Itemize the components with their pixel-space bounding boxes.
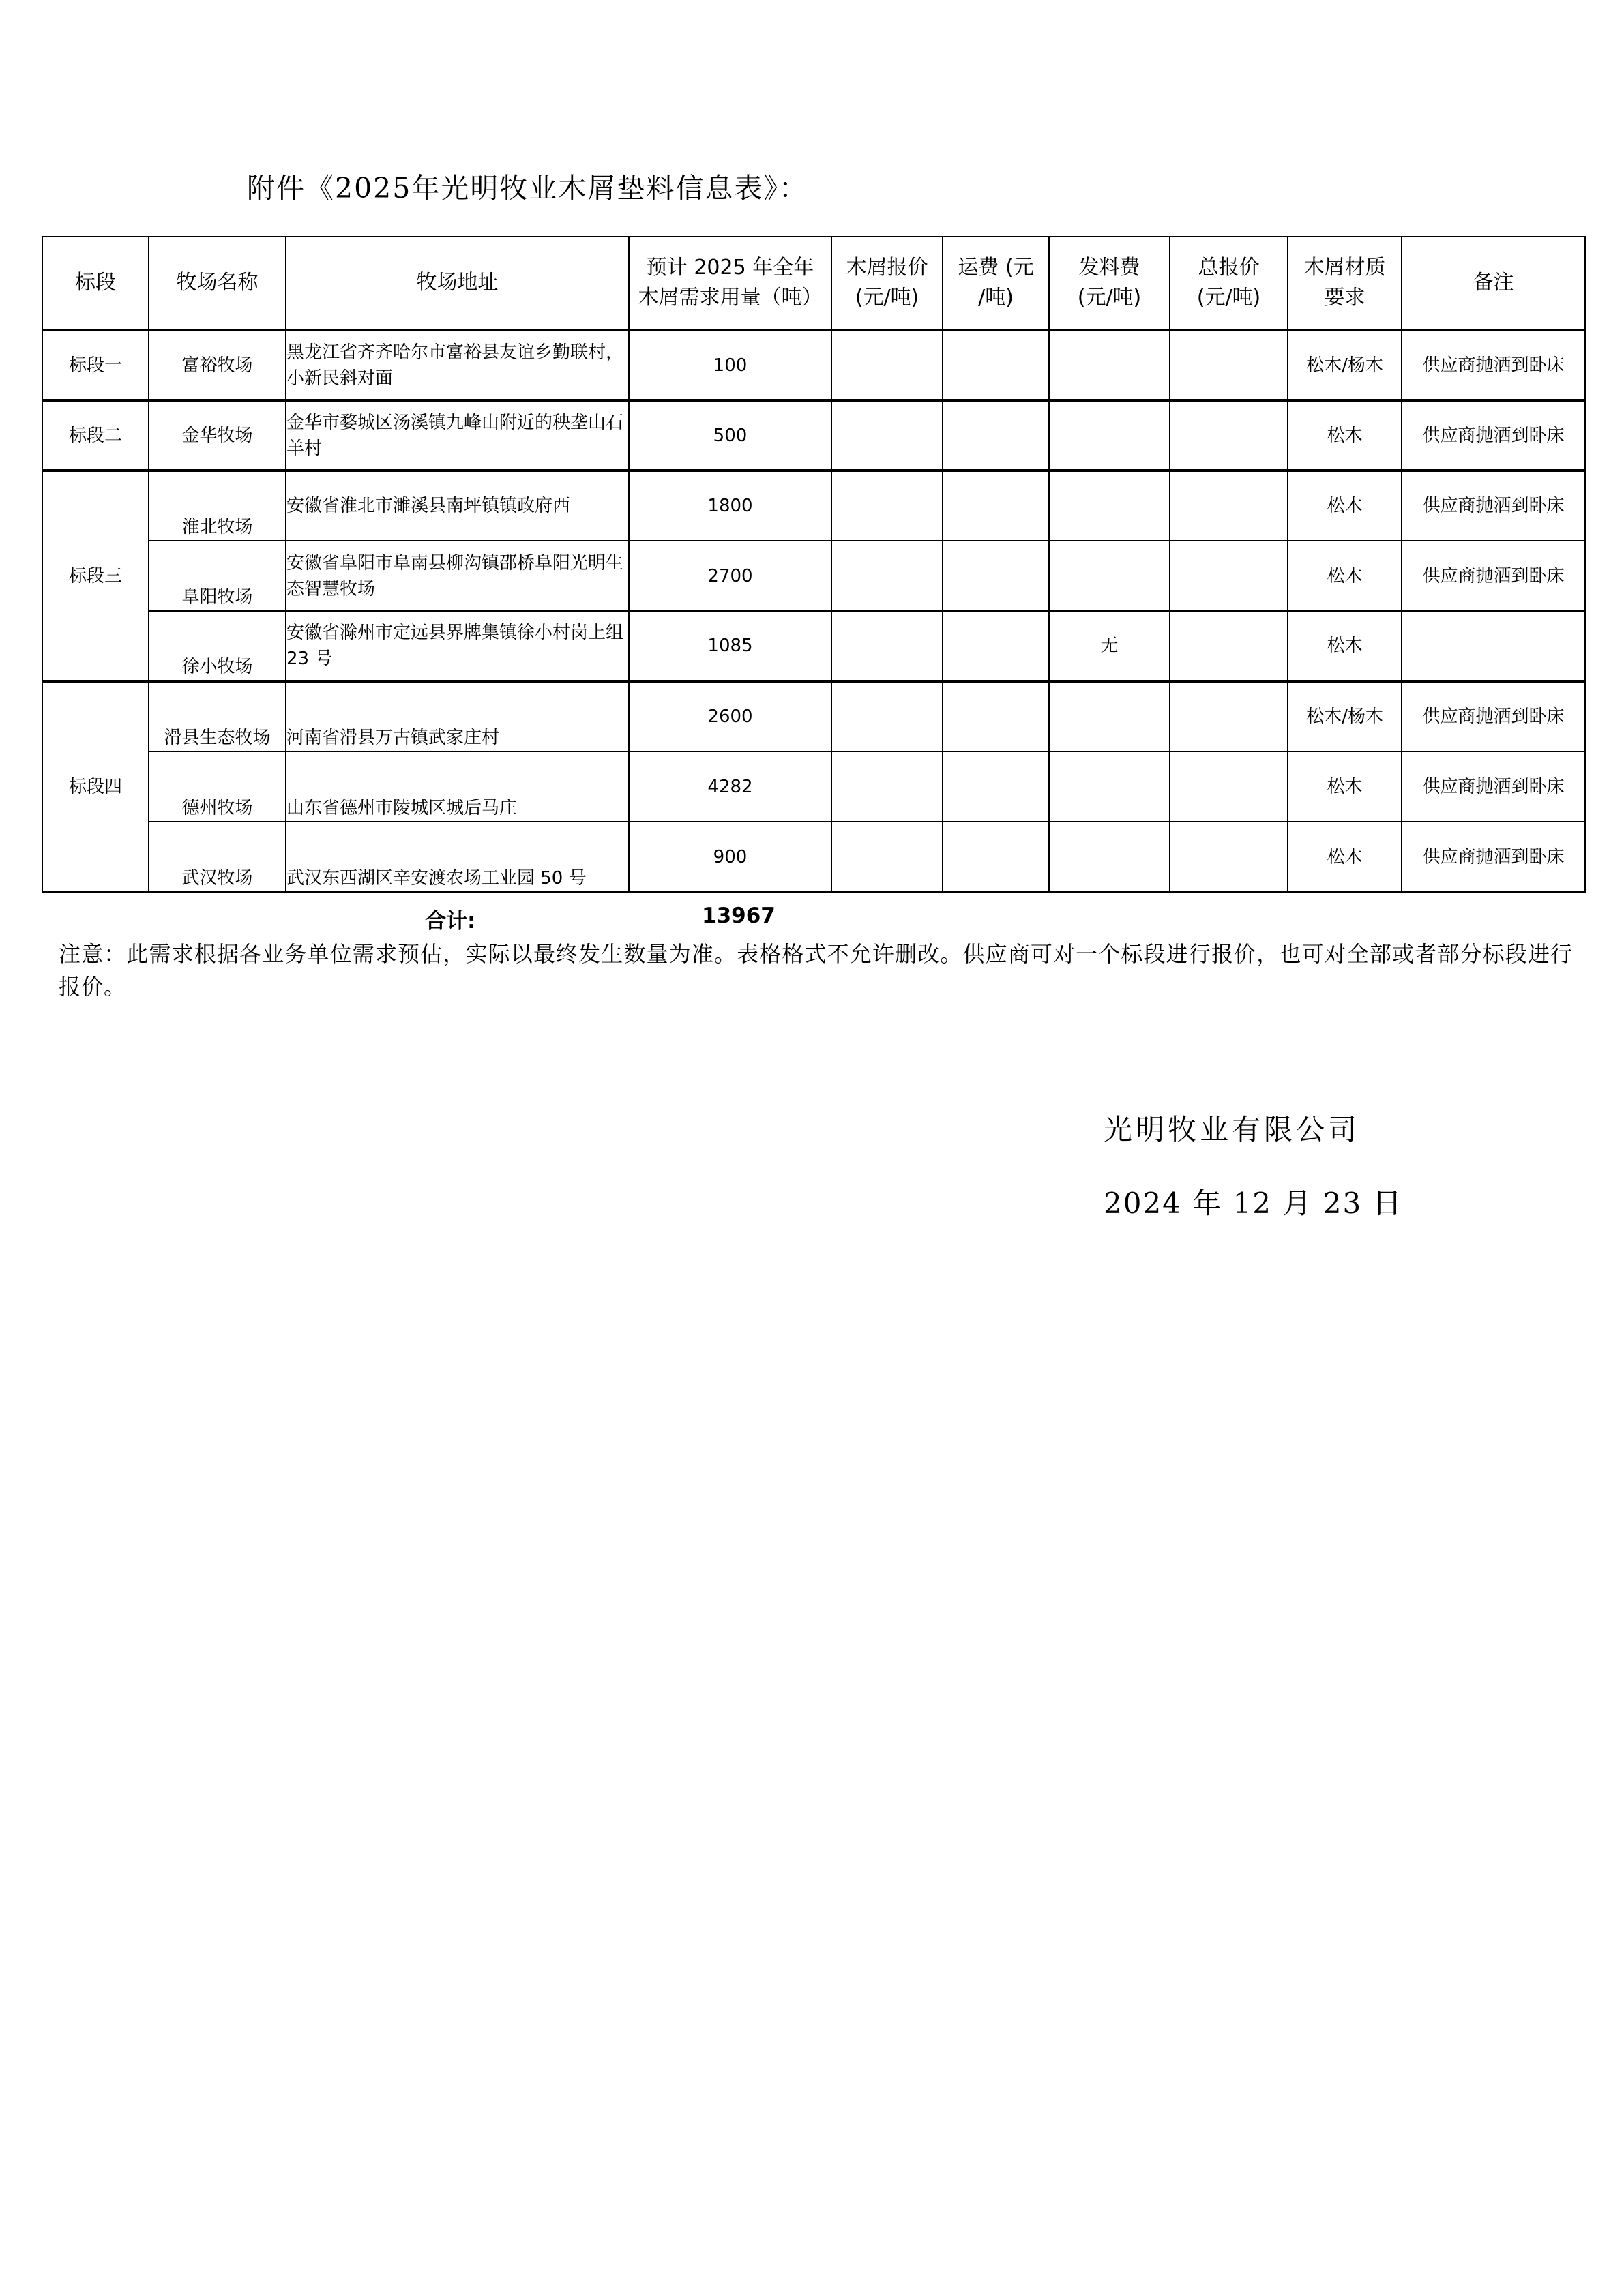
material-cell: 松木 — [1288, 751, 1402, 822]
remarks-cell: 供应商抛洒到卧床 — [1402, 822, 1585, 892]
header-material-line1: 木屑材质 — [1303, 256, 1386, 280]
handling-fee-cell — [1049, 471, 1170, 541]
farm-name-cell: 阜阳牧场 — [149, 541, 286, 611]
header-material — [1288, 237, 1402, 330]
table-row — [42, 330, 1585, 400]
total-price-cell — [1170, 541, 1288, 611]
handling-fee-cell — [1049, 681, 1170, 751]
material-cell: 松木 — [1288, 400, 1402, 471]
farm-name-cell: 金华牧场 — [149, 400, 286, 471]
demand-cell: 500 — [629, 400, 831, 471]
note-paragraph: 注意：此需求根据各业务单位需求预估，实际以最终发生数量为准。表格格式不允许删改。供应商可对一个标段进行报价，也可对全部或者部分标段进行报价。 — [59, 941, 1573, 1000]
remarks-cell — [1402, 611, 1585, 681]
header-sawdust-price-line1: 木屑报价 — [846, 256, 928, 280]
company-signature: 光明牧业有限公司 — [1104, 1113, 1361, 1146]
sawdust-info-table — [42, 236, 1586, 893]
demand-cell: 2700 — [629, 541, 831, 611]
remarks-cell: 供应商抛洒到卧床 — [1402, 681, 1585, 751]
page-title: 附件《2025年光明牧业木屑垫料信息表》： — [247, 172, 808, 205]
handling-fee-cell: 无 — [1049, 611, 1170, 681]
freight-cell — [943, 681, 1049, 751]
total-label: 合计: — [425, 909, 476, 934]
total-price-cell — [1170, 471, 1288, 541]
header-total-price-line2: (元/吨) — [1196, 286, 1261, 310]
total-price-cell — [1170, 611, 1288, 681]
segment-cell: 标段四 — [42, 681, 149, 892]
header-demand-line2: 木屑需求用量（吨） — [638, 286, 823, 310]
signature-date: 2024 年 12 月 23 日 — [1104, 1187, 1403, 1220]
material-cell: 松木 — [1288, 822, 1402, 892]
demand-cell: 1085 — [629, 611, 831, 681]
freight-cell — [943, 400, 1049, 471]
header-farm-address: 牧场地址 — [286, 237, 629, 330]
handling-fee-cell — [1049, 751, 1170, 822]
handling-fee-cell — [1049, 330, 1170, 400]
segment-cell: 标段二 — [42, 400, 149, 471]
header-freight-line1: 运费 (元 — [958, 256, 1034, 280]
header-material-line2: 要求 — [1324, 286, 1365, 310]
header-row — [42, 237, 1585, 330]
farm-name-cell: 武汉牧场 — [149, 822, 286, 892]
sawdust-price-cell — [831, 611, 943, 681]
sawdust-price-cell — [831, 681, 943, 751]
farm-address-cell: 安徽省滁州市定远县界牌集镇徐小村岗上组 23 号 — [286, 611, 629, 681]
table-row — [42, 822, 1585, 892]
demand-cell: 2600 — [629, 681, 831, 751]
farm-address-cell: 河南省滑县万古镇武家庄村 — [286, 681, 629, 751]
table-row — [42, 681, 1585, 751]
remarks-cell: 供应商抛洒到卧床 — [1402, 400, 1585, 471]
material-cell: 松木/杨木 — [1288, 681, 1402, 751]
total-price-cell — [1170, 751, 1288, 822]
segment-cell: 标段一 — [42, 330, 149, 400]
total-value: 13967 — [702, 904, 776, 928]
freight-cell — [943, 611, 1049, 681]
table-row — [42, 541, 1585, 611]
farm-address-cell: 安徽省淮北市濉溪县南坪镇镇政府西 — [286, 471, 629, 541]
header-handling-fee — [1049, 237, 1170, 330]
material-cell: 松木 — [1288, 611, 1402, 681]
handling-fee-cell — [1049, 400, 1170, 471]
handling-fee-cell — [1049, 541, 1170, 611]
table-row — [42, 471, 1585, 541]
total-price-cell — [1170, 400, 1288, 471]
farm-name-cell: 滑县生态牧场 — [149, 681, 286, 751]
remarks-cell: 供应商抛洒到卧床 — [1402, 471, 1585, 541]
sawdust-price-cell — [831, 400, 943, 471]
freight-cell — [943, 541, 1049, 611]
sawdust-price-cell — [831, 822, 943, 892]
freight-cell — [943, 751, 1049, 822]
farm-address-cell: 黑龙江省齐齐哈尔市富裕县友谊乡勤联村，小新民斜对面 — [286, 330, 629, 400]
handling-fee-cell — [1049, 822, 1170, 892]
table-row — [42, 400, 1585, 471]
header-farm-name: 牧场名称 — [149, 237, 286, 330]
farm-name-cell: 德州牧场 — [149, 751, 286, 822]
header-segment: 标段 — [42, 237, 149, 330]
farm-address-cell: 金华市婺城区汤溪镇九峰山附近的秧垄山石羊村 — [286, 400, 629, 471]
farm-address-cell: 山东省德州市陵城区城后马庄 — [286, 751, 629, 822]
header-handling-fee-line2: (元/吨) — [1077, 286, 1142, 310]
farm-name-cell: 富裕牧场 — [149, 330, 286, 400]
header-demand-line1: 预计 2025 年全年 — [646, 256, 814, 280]
farm-address-cell: 武汉东西湖区辛安渡农场工业园 50 号 — [286, 822, 629, 892]
sawdust-price-cell — [831, 330, 943, 400]
demand-cell: 1800 — [629, 471, 831, 541]
total-price-cell — [1170, 681, 1288, 751]
demand-cell: 900 — [629, 822, 831, 892]
header-sawdust-price — [831, 237, 943, 330]
demand-cell: 4282 — [629, 751, 831, 822]
sawdust-price-cell — [831, 751, 943, 822]
header-freight-line2: /吨) — [978, 286, 1014, 310]
farm-name-cell: 淮北牧场 — [149, 471, 286, 541]
freight-cell — [943, 822, 1049, 892]
header-total-price-line1: 总报价 — [1198, 256, 1260, 280]
farm-address-cell: 安徽省阜阳市阜南县柳沟镇邵桥阜阳光明生态智慧牧场 — [286, 541, 629, 611]
freight-cell — [943, 330, 1049, 400]
sawdust-price-cell — [831, 541, 943, 611]
header-freight — [943, 237, 1049, 330]
header-sawdust-price-line2: (元/吨) — [855, 286, 919, 310]
material-cell: 松木 — [1288, 541, 1402, 611]
total-price-cell — [1170, 822, 1288, 892]
remarks-cell: 供应商抛洒到卧床 — [1402, 751, 1585, 822]
remarks-cell: 供应商抛洒到卧床 — [1402, 541, 1585, 611]
header-remarks: 备注 — [1402, 237, 1585, 330]
farm-name-cell: 徐小牧场 — [149, 611, 286, 681]
header-handling-fee-line1: 发料费 — [1078, 256, 1140, 280]
table-row — [42, 611, 1585, 681]
total-price-cell — [1170, 330, 1288, 400]
table-row — [42, 751, 1585, 822]
material-cell: 松木/杨木 — [1288, 330, 1402, 400]
material-cell: 松木 — [1288, 471, 1402, 541]
sawdust-price-cell — [831, 471, 943, 541]
freight-cell — [943, 471, 1049, 541]
demand-cell: 100 — [629, 330, 831, 400]
remarks-cell: 供应商抛洒到卧床 — [1402, 330, 1585, 400]
segment-cell: 标段三 — [42, 471, 149, 681]
header-total-price — [1170, 237, 1288, 330]
header-demand — [629, 237, 831, 330]
